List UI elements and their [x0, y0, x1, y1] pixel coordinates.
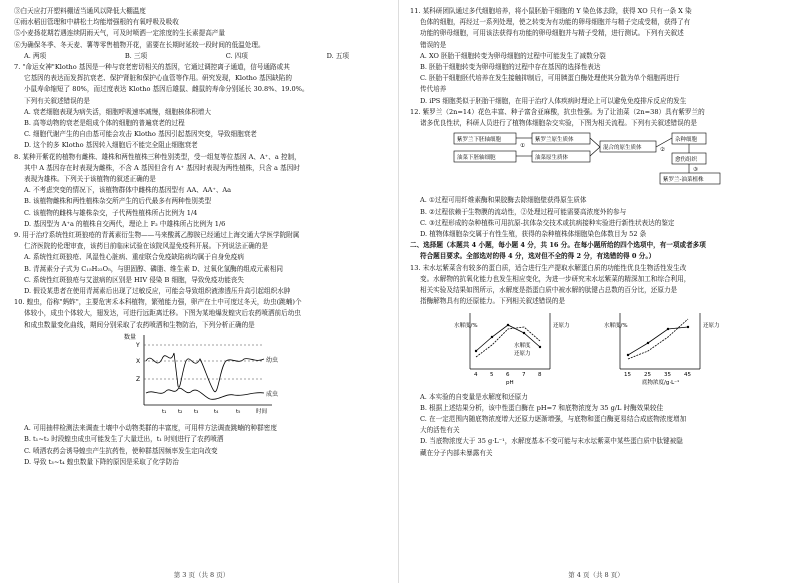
q13-option: D. 当底物浓度大于 35 g·L⁻¹，水解度基本不变可能与末水坛紫菜中某些蛋白质中肽键被隐: [420, 437, 683, 446]
column-divider: [398, 0, 399, 583]
q13-stem-line: 指酶解物具有的还原能力。下列相关叙述错误的是: [420, 297, 566, 306]
chart2-hydrolysis-line: [628, 327, 688, 355]
flow-box-label: 紫罗兰原生质体: [535, 137, 574, 144]
q7-option: C. 细胞代谢产生的自由基可能会攻击 Klotho 基因引起基因突变，导致细胞衰老: [24, 130, 257, 139]
q8-option: C. 该植物的雌株与雄株杂交，子代两性植株所占比例为 1/4: [24, 208, 198, 217]
q13-stem-line: 变。水解物的抗氧化能力也发生相应变化，为进一步研究末水坛紫菜的精深加工和综合利用，: [420, 274, 691, 283]
chart2-point: [627, 354, 629, 356]
left-page: [14, 6, 389, 468]
q7-stem-line: 7. "命运女神"Klotho 基因是一种与衰老密切相关的基因，它通过调控离子通道，信号通路或其: [14, 63, 290, 72]
chart1-xtick: 7: [522, 372, 526, 379]
q7-option: B. 高等动物的衰老是组成个体的细胞的普遍衰老的过程: [24, 119, 185, 128]
q11-stem-line: 错误的是: [420, 40, 447, 49]
chart1-point: [507, 324, 509, 326]
question-12: [410, 107, 782, 240]
chart1-xtick: 6: [506, 372, 510, 379]
q12-option: C. ③过程形成的杂种植株可用抗原-抗体杂交技术或抗病接种实验进行新性状表达的鉴定: [420, 218, 675, 227]
chart-y-tick-x: X: [136, 357, 141, 365]
q7-stem-line: 小鼠寿命缩短了 80%，而过度表达 Klotho 基因后雄鼠、雌鼠的寿命分别延长 30.8%、19.0%。: [24, 85, 309, 94]
flow-step-label: ③: [693, 167, 698, 174]
question-13: [410, 263, 782, 459]
section-2-title: 二、选择题（本题共 4 小题，每小题 4 分，共 16 分。在每小题所给的四个选项中，有一项或者多项: [410, 241, 706, 250]
chart-y-label: 数量: [124, 333, 137, 341]
right-page: [410, 6, 782, 459]
chart2-xlabel: 底物浓度/g·L⁻¹: [642, 380, 680, 387]
legend-nymph: 幼虫: [266, 356, 279, 364]
q10-option: C. 喷洒农药会诱导蝗虫产生抗药性，使种群基因频率发生定向改变: [24, 446, 218, 455]
chart1-xtick: 5: [490, 372, 494, 379]
chart1-point: [539, 346, 541, 348]
chart2-xtick: 15: [624, 372, 631, 379]
flow-box-label: 紫罗兰下胚轴细胞: [457, 137, 502, 144]
flow-box-label: 愈伤组织: [675, 157, 698, 164]
q8-option: A. 不考虑突变的情况下，该植物群体中雌株的基因型有 AA、AA⁺、Aa: [24, 186, 232, 195]
q12-stem-line: 诸多优良性状，科研人员进行了植物体细胞杂交实验，下图为相关流程。下列有关叙述错误的是: [420, 119, 697, 128]
x-tick: t₃: [194, 408, 199, 415]
chart1-xtick: 4: [474, 372, 478, 379]
q6-option: B. 三项: [124, 51, 148, 60]
q11-option: A. XO 胚胎干细胞转变为卵母细胞的过程中可能发生了减数分裂: [420, 51, 606, 60]
chart2-point: [647, 342, 649, 344]
page-footer-left: 第 3 页（共 8 页）: [173, 571, 230, 579]
chart2-xtick: 45: [684, 372, 691, 379]
q8-option: B. 该植物雌株和两性植株杂交所产生的后代最多有两种性别类型: [24, 197, 212, 206]
chart2-ylabel: 水解度/%: [604, 323, 628, 330]
chart2-xtick: 35: [664, 372, 671, 379]
nymph-curve: [146, 353, 264, 392]
q12-option: B. ②过程依赖于生物膜的流动性，②处理过程可能需要高浓度外的参与: [420, 207, 627, 216]
question-8: [14, 152, 389, 230]
q11-option: C. 胚胎干细胞胚代培养在发生接触抑制后，可用胰蛋白酶处理使其分散为单个细胞再进行: [420, 74, 680, 83]
q7-option: D. 这个的多 Klotho 基因转入细胞后不能完全阻止细胞衰老: [24, 141, 198, 150]
legend-adult: 成虫: [266, 390, 279, 398]
chart1-legend1: 水解度: [514, 343, 531, 350]
q7-option: A. 衰老细胞表现为病失活，细胞呼吸速率减慢，细胞核体积增大: [24, 107, 211, 116]
q8-option: D. 基因型为 A⁺a 的植株自交两代，理论上 F₂ 中雄株所占比例为 1/6: [24, 219, 226, 228]
flow-step-label: ①: [520, 143, 525, 150]
q6-option: C. 四项: [225, 51, 248, 60]
chart2-y2label: 还原力: [703, 323, 720, 330]
q6-item: ③白天应打开塑料棚适当通风以降低大棚温度: [14, 7, 146, 15]
q7-stem-line: 下列有关叙述错误的是: [24, 96, 90, 105]
q8-stem-line: 表现为雄株。下列关于该植物的叙述正确的是: [24, 175, 156, 184]
q11-stem-line: 11. 某科研团队通过多代细胞培养，将小鼠胚胎干细胞的 Y 染色体去除，获得 XO 只有一条 X 染: [410, 7, 692, 15]
q13-option: 大的活性有关: [420, 426, 460, 435]
chart-y-tick-y: Y: [136, 341, 140, 349]
chart-y-tick-z: Z: [136, 375, 141, 383]
q9-option: D. 假设某患者在使用青蒿素后出现了过敏反应，可能会导致组织液渗透压升高引起组织水肿: [24, 287, 291, 296]
q10-option: D. 导致 t₃~t₄ 蝗虫数量下降的原因是采取了化学防治: [24, 457, 179, 466]
q10-stem-line: 10. 蝗虫，俗称"蚂蚱"，主要危害禾本科植物，繁殖能力强，卵产在土中可度过冬天，幼虫(跳蝻)个: [14, 298, 302, 307]
q13-stem-line: 相关实验及结果如图所示，水解度是指蛋白质中被水解的肽键占总数的百分比，还原力是: [420, 286, 678, 295]
question-10: [14, 297, 389, 468]
chart1-point: [523, 332, 525, 334]
q8-stem-line: 8. 某种开紫花的植物有雌株、雄株和两性植株三种性别类型，受一组复等位基因 A、A⁺、a 控制，: [14, 152, 301, 161]
question-9: [14, 230, 389, 297]
flow-arrow: [656, 138, 672, 147]
q9-option: C. 系统性红斑狼疮与艾滋病的区别是 HIV 侵染 B 细胞，导致免疫功能丧失: [24, 275, 244, 284]
q6-option: A. 两项: [24, 51, 47, 60]
chart2-point: [687, 326, 689, 328]
question-11: [410, 6, 782, 107]
q13-stem-line: 13. 末水坛紫菜含有较多的蛋白质，适合进行生产提取水解蛋白质的功能性优良生物活性发生改: [410, 263, 687, 272]
chart1-xlabel: pH: [506, 380, 514, 387]
flow-box-label: 油菜下胚轴细胞: [457, 155, 496, 162]
chart1-ylabel: 水解度/%: [454, 323, 478, 330]
chart2-point: [667, 328, 669, 330]
q11-stem-line: 色体的细胞，再经过一系列处理，使之转变为有功能的卵母细胞并与精子完成受精，获得了有: [420, 18, 691, 27]
chart1-point: [475, 350, 477, 352]
flow-box-label: 混合的原生质体: [603, 145, 642, 152]
flow-step-label: ②: [660, 147, 665, 154]
q10-stem-line: 和成虫数量变化曲线，期间分别采取了农药喷洒和生物防治，下列分析正确的是: [24, 320, 255, 329]
locust-population-chart: [14, 331, 389, 419]
x-tick: t₄: [214, 408, 219, 415]
flow-arrow: [590, 138, 600, 147]
q12-option: D. 植物体细胞杂交属于有性生殖，获得的杂种植株体细胞染色体数目为 52 条: [420, 230, 647, 239]
chart1-y2label: 还原力: [553, 323, 570, 330]
q6-item: ⑥为确保冬季、冬天麦、薯等零售植物开花，需要在长期时延较一段时间的低温处理。: [14, 40, 265, 49]
q11-option: B. 胚胎干细胞转变为卵母细胞的过程中存在基因的选择性表达: [420, 63, 601, 72]
q9-stem-line: 仁济医院的伦理审查，该药目前临床试验在该院风湿免疫科开展。下列说法正确的是: [24, 242, 268, 251]
q6-options: [14, 51, 389, 62]
q13-option: 藏在分子内部未暴露有关: [420, 448, 493, 457]
q10-option: A. 可用抽样检测法来调查土壤中小动物类群的丰富度，可用样方法调查跳蝻的种群密度: [24, 424, 277, 433]
chart1-legend2: 还原力: [514, 351, 531, 358]
q11-option: D. iPS 细胞类似于胚胎干细胞，在用于治疗人体疾病时理论上可以避免免疫排斥反应的发生: [420, 96, 687, 105]
q9-option: A. 系统性红斑狼疮、风湿性心脏病、重症联合免疫缺陷病均属于自身免疫病: [24, 253, 244, 262]
q9-stem-line: 9. 用于治疗系统性红斑狼疮的青蒿素衍生物——马来酸蒿乙醇胺已经通过上海交通大学医学院附属: [14, 231, 300, 240]
q8-stem-line: 其中 A 基因存在时表现为雌株，不含 A 基因但含有 A⁺ 基因时表现为两性植株，只含 a 基因时: [24, 163, 300, 172]
adult-curve: [146, 388, 264, 399]
flow-box-label: 油菜原生质体: [535, 155, 569, 162]
q13-option: C. 在一定范围内随底物浓度增大还原力逐渐增强，与底物和蛋白酶更易结合成底物浓度增加: [420, 415, 687, 424]
q13-option: A. 本实验的自变量是水解度和还原力: [420, 392, 528, 401]
q11-option: 传代培养: [420, 85, 447, 94]
x-tick: t₅: [236, 408, 241, 415]
x-tick: t₁: [162, 408, 167, 415]
page-footer-right: 第 4 页（共 8 页）: [568, 571, 624, 579]
hydrolysis-charts: [410, 307, 782, 387]
q11-stem-line: 功能的卵母细胞，可用该法获得有功能的卵母细胞并与精子受精，进行测试。下列有关叙述: [420, 29, 684, 38]
q12-option: A. ①过程可用纤维素酶和果胶酶去除细胞壁获得原生质体: [420, 196, 587, 205]
q13-option: B. 根据上述结果分析，该中性蛋白酶在 pH=7 和底物浓度为 35 g/L 时酶效果较佳: [420, 403, 664, 412]
q10-stem-line: 体较小，成虫个体较大，翅发达，可进行远距离迁移。下图为某地爆发蝗灾后农药喷洒前后幼虫: [24, 309, 301, 318]
q12-stem-line: 12. 紫罗兰（2n=14）花色丰富、种子富含亚麻酸，抗虫性强。为了让油菜（2n=38）具有紫罗兰的: [410, 107, 705, 116]
q9-option: B. 青蒿素分子式为 C₁₅H₂₂O₅，与胆固醇、磷脂、维生素 D、过氧化氢酶的组成元素相同: [24, 264, 283, 273]
q7-stem-line: 它基因的表达而发挥抗衰老、保护肾脏和保护心血管等作用。研究发现，Klotho 基因缺陷的: [24, 74, 292, 83]
chart1-xtick: 8: [538, 372, 542, 379]
q6-item: ④雨水稻田管理和中耕松土均能增强根的有氧呼吸及吸收: [14, 18, 179, 27]
flow-box-label: 紫罗兰-油菜植株: [663, 177, 704, 184]
chart1-point: [491, 336, 493, 338]
q6-item: ⑤小麦扬花期若遇连续阴雨天气，可及时喷洒一定浓度的生长素提高产量: [14, 29, 225, 38]
question-7: [14, 62, 389, 152]
chart2-xtick: 25: [644, 372, 651, 379]
hybridization-flowchart: [410, 129, 782, 191]
q6-option: D. 五项: [326, 51, 349, 60]
flow-arrow: [590, 147, 600, 156]
x-axis-label: 时间: [256, 408, 268, 415]
section-2-subtitle: 符合题目要求。全部选对的得 4 分，选对但不全的得 2 分，有选错的得 0 分。）: [420, 252, 656, 261]
q10-option: B. t₁~t₂ 时段蝗虫成虫可能发生了大量迁出，t₁ 时则进行了农药喷洒: [24, 435, 224, 444]
chart2-reducing-line: [628, 319, 688, 359]
flow-box-label: 杂种细胞: [675, 137, 698, 144]
question-6-items: [14, 6, 389, 62]
x-tick: t₂: [178, 408, 183, 415]
